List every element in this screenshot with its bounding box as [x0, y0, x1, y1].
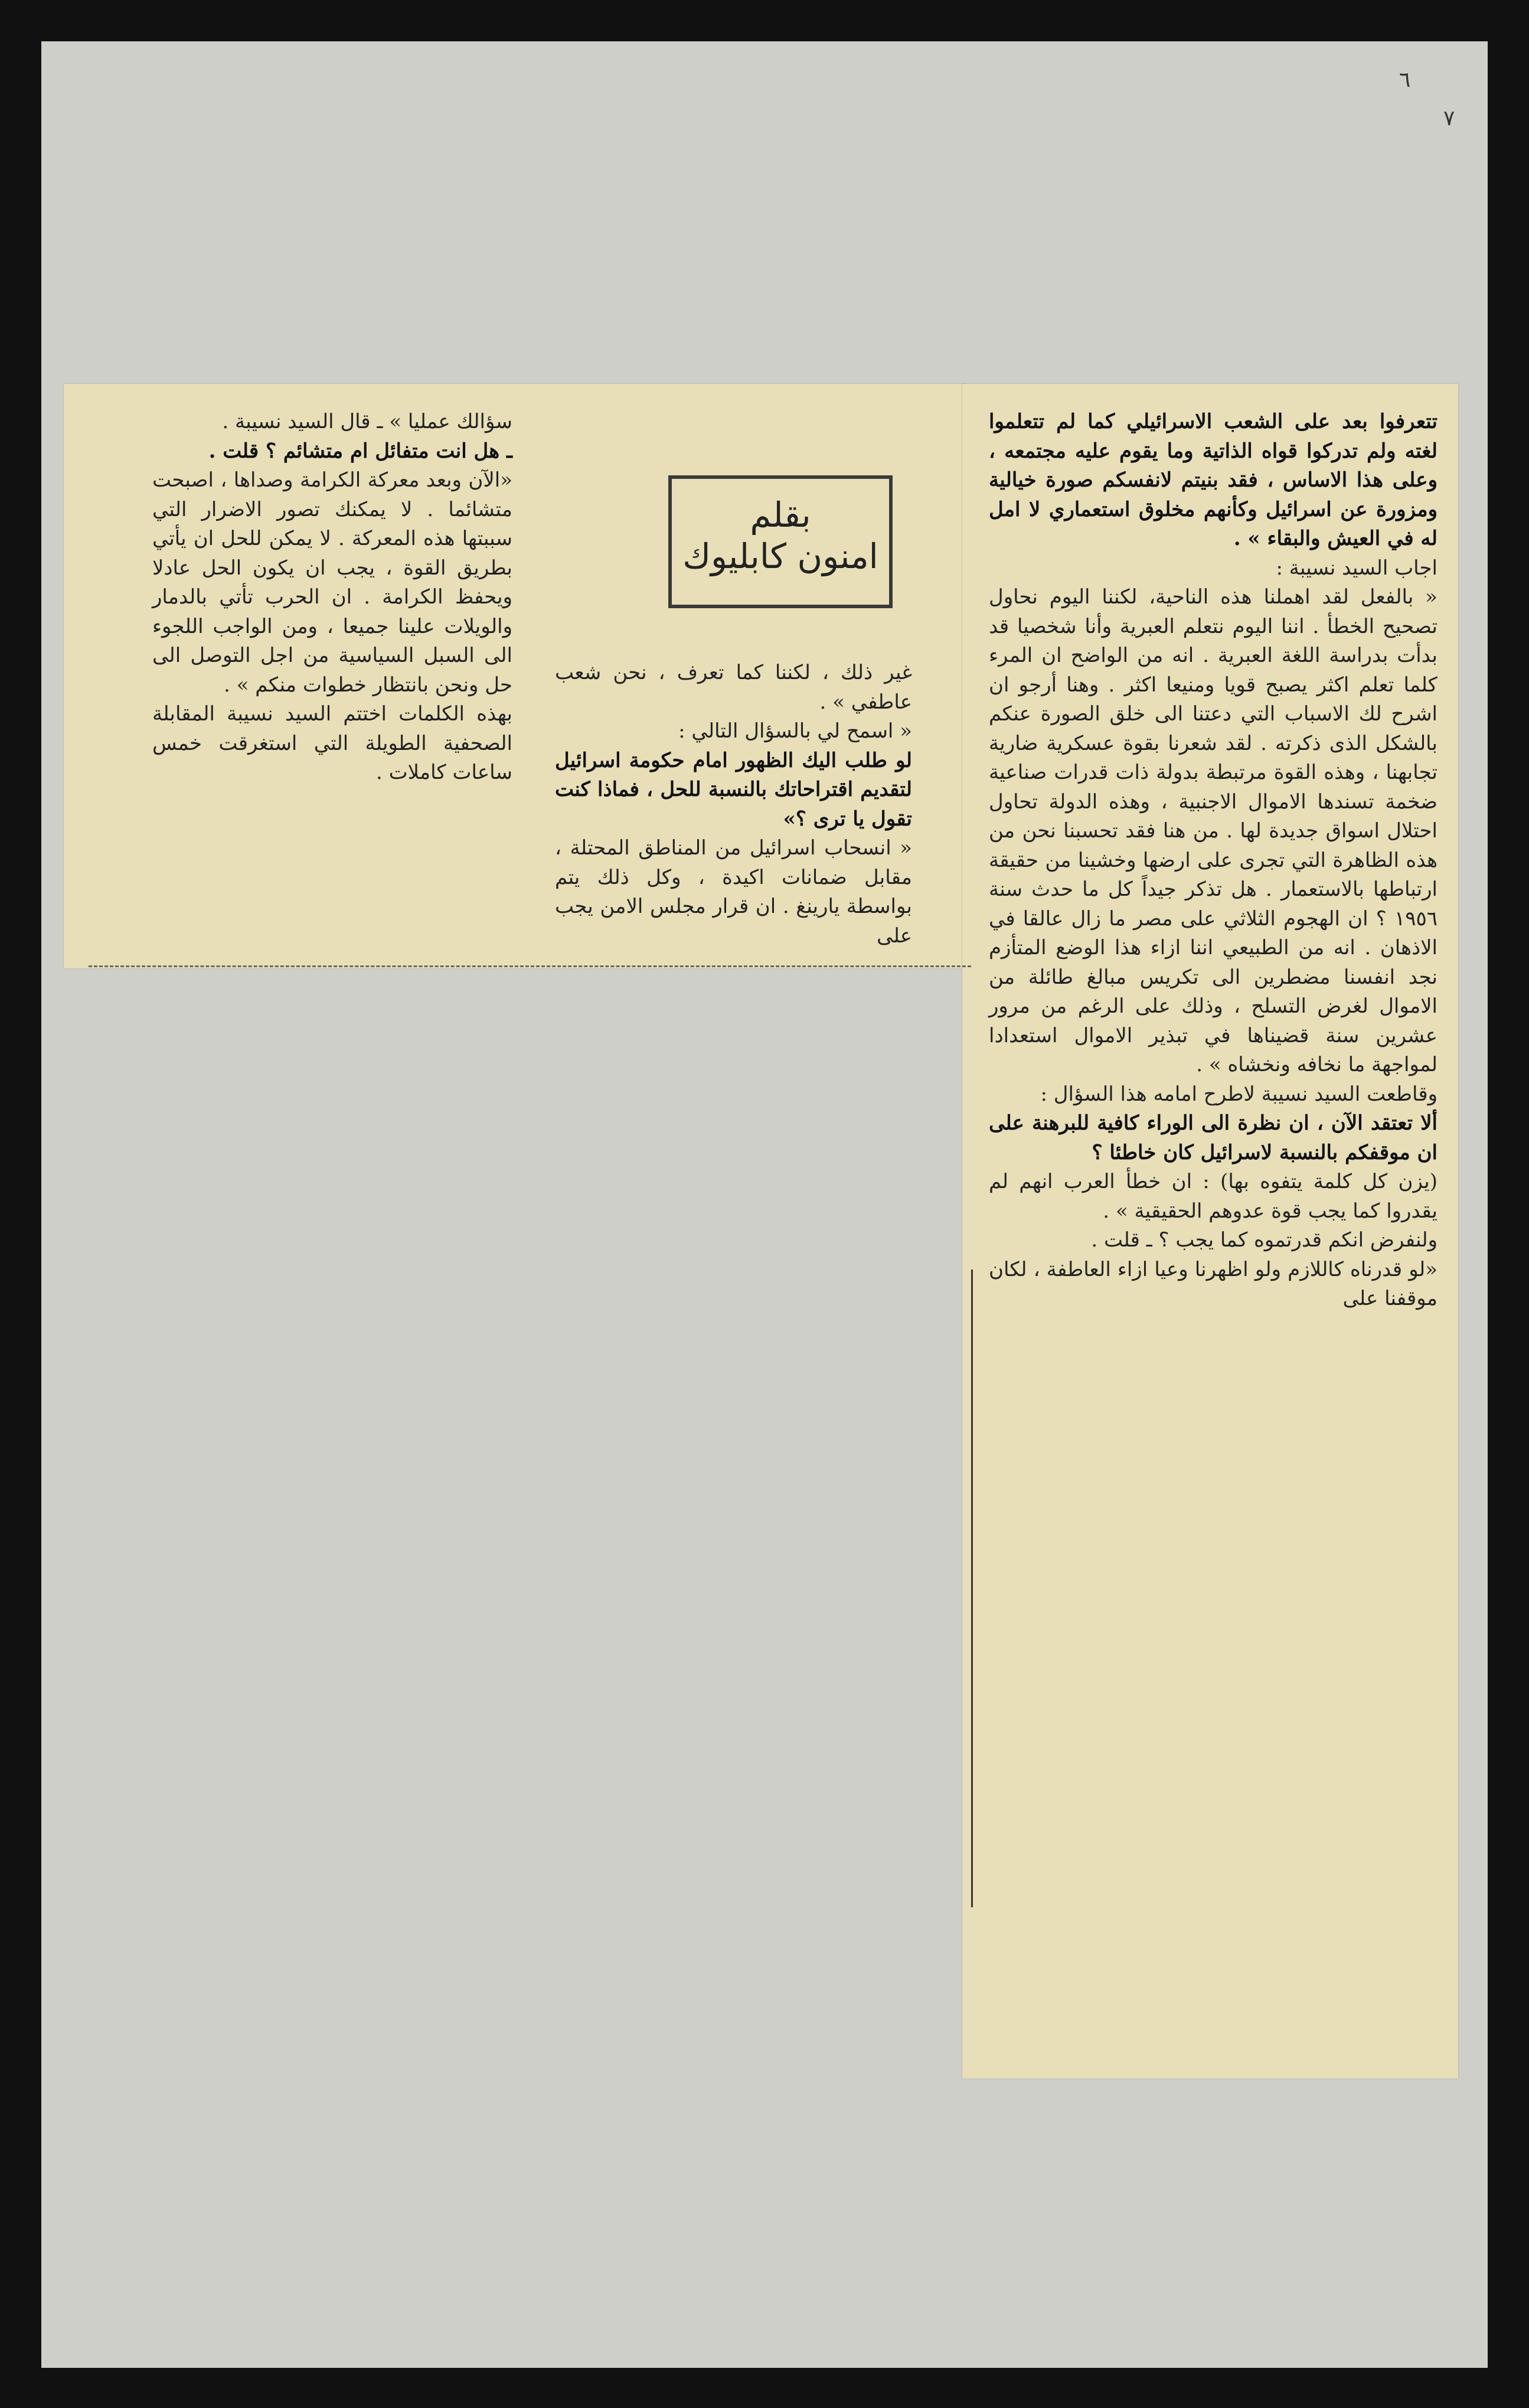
article-paragraph: بهذه الكلمات اختتم السيد نسيبة المقابلة الصحفية الطويلة التي استغرقت خمس ساعات كاملات . — [152, 702, 512, 784]
article-column-left — [152, 407, 512, 788]
article-paragraph: تتعرفوا بعد على الشعب الاسرائيلي كما لم تتعلموا لغته ولم تدركوا قواه الذاتية وما يقوم عليه مجتمعه ، وعلى هذا الاساس ، فقد بنيتم لانفسكم صورة خيالية ومزورة عن اسرائيل وكأنهم مخلوق استعماري لا امل له في العيش والبقاء » . — [989, 410, 1437, 550]
clipping-cut-line — [89, 965, 971, 967]
article-paragraph: « بالفعل لقد اهملنا هذه الناحية، لكننا اليوم نحاول تصحيح الخطأ . اننا اليوم نتعلم العبرية وأنا شخصيا قد بدأت بدراسة اللغة العبرية . انه من الواضح ان المرء كلما تعلم اكثر يصبح قويا ومنيعا اكثر . وهنا أرجو ان اشرح لك الاسباب التي دعتنا الى خلق الصورة عنكم بالشكل الذى ذكرته . لقد شعرنا بقوة عسكرية ضارية تجابهنا ، وهذه القوة مرتبطة بدولة ذات قدرات صناعية ضخمة تسندها الاموال الاجنبية ، وهذه الدولة تحاول احتلال اسواق جديدة لها . من هنا فقد تحسبنا نحن من هذه الظاهرة التي تجرى على ارضها وخشينا من حقيقة ارتباطها بالاستعمار . هل تذكر جيداً كل ما حدث سنة ١٩٥٦ ؟ ان الهجوم الثلاثي على مصر ما زال عالقا في الاذهان . انه من الطبيعي اننا ازاء هذا الوضع المتأزم نجد انفسنا مضطرين الى تكريس مبالغ طائلة من الاموال لغرض التسلح ، وذلك على الرغم من مرور عشرين سنة قضيناها في تبذير الاموال استعدادا لمواجهة ما نخافه ونخشاه » . — [989, 585, 1437, 1076]
column-rule — [971, 1270, 973, 1907]
article-paragraph: لو طلب اليك الظهور امام حكومة اسرائيل لتقديم اقتراحاتك بالنسبة للحل ، فماذا كنت تقول يا ترى ؟» — [555, 748, 912, 831]
article-paragraph: وقاطعت السيد نسيبة لاطرح امامه هذا السؤال : — [1040, 1082, 1437, 1106]
article-column-right — [989, 407, 1437, 1314]
article-paragraph: « انسحاب اسرائيل من المناطق المحتلة ، مقابل ضمانات اكيدة ، وكل ذلك يتم بواسطة يارينغ . ان قرار مجلس الامن يجب على — [555, 836, 912, 948]
article-paragraph: «لو قدرناه كاللازم ولو اظهرنا وعيا ازاء العاطفة ، لكان موقفنا على — [989, 1257, 1437, 1310]
byline-author: امنون كابليوك — [682, 536, 878, 576]
article-paragraph: «الآن وبعد معركة الكرامة وصداها ، اصبحت متشائما . لا يمكنك تصور الاضرار التي سببتها هذه المعركة . لا يمكن للحل ان يأتي بطريق القوة ، يجب ان يكون الحل عادلا ويحفظ الكرامة . ان الحرب تأتي بالدمار والويلات علينا جميعا ، ومن الواجب اللجوء الى السبل السياسية من اجل التوصل الى حل ونحن بانتظار خطوات منكم » . — [152, 468, 512, 697]
article-paragraph: « اسمح لي بالسؤال التالي : — [678, 719, 912, 743]
article-column-middle — [555, 658, 912, 951]
page-number-mark: ٦ — [1399, 68, 1411, 92]
mounting-board — [41, 41, 1488, 2368]
article-paragraph: غير ذلك ، لكننا كما تعرف ، نحن شعب عاطفي » . — [555, 661, 912, 714]
article-paragraph: (يزن كل كلمة يتفوه بها) : ان خطأ العرب انهم لم يقدروا كما يجب قوة عدوهم الحقيقية » . — [989, 1170, 1437, 1223]
byline-prefix: بقلم — [750, 495, 811, 535]
page-number-mark: ٧ — [1443, 106, 1455, 130]
article-paragraph: اجاب السيد نسيبة : — [1276, 556, 1437, 580]
byline-box — [668, 475, 893, 608]
article-paragraph: ألا تعتقد الآن ، ان نظرة الى الوراء كافية للبرهنة على ان موقفكم بالنسبة لاسرائيل كان خاطئا ؟ — [989, 1111, 1437, 1164]
article-paragraph: سؤالك عمليا » ـ قال السيد نسيبة . — [222, 410, 512, 433]
article-paragraph: ـ هل انت متفائل ام متشائم ؟ قلت . — [208, 439, 512, 463]
article-paragraph: ولنفرض انكم قدرتموه كما يجب ؟ ـ قلت . — [1091, 1228, 1437, 1252]
